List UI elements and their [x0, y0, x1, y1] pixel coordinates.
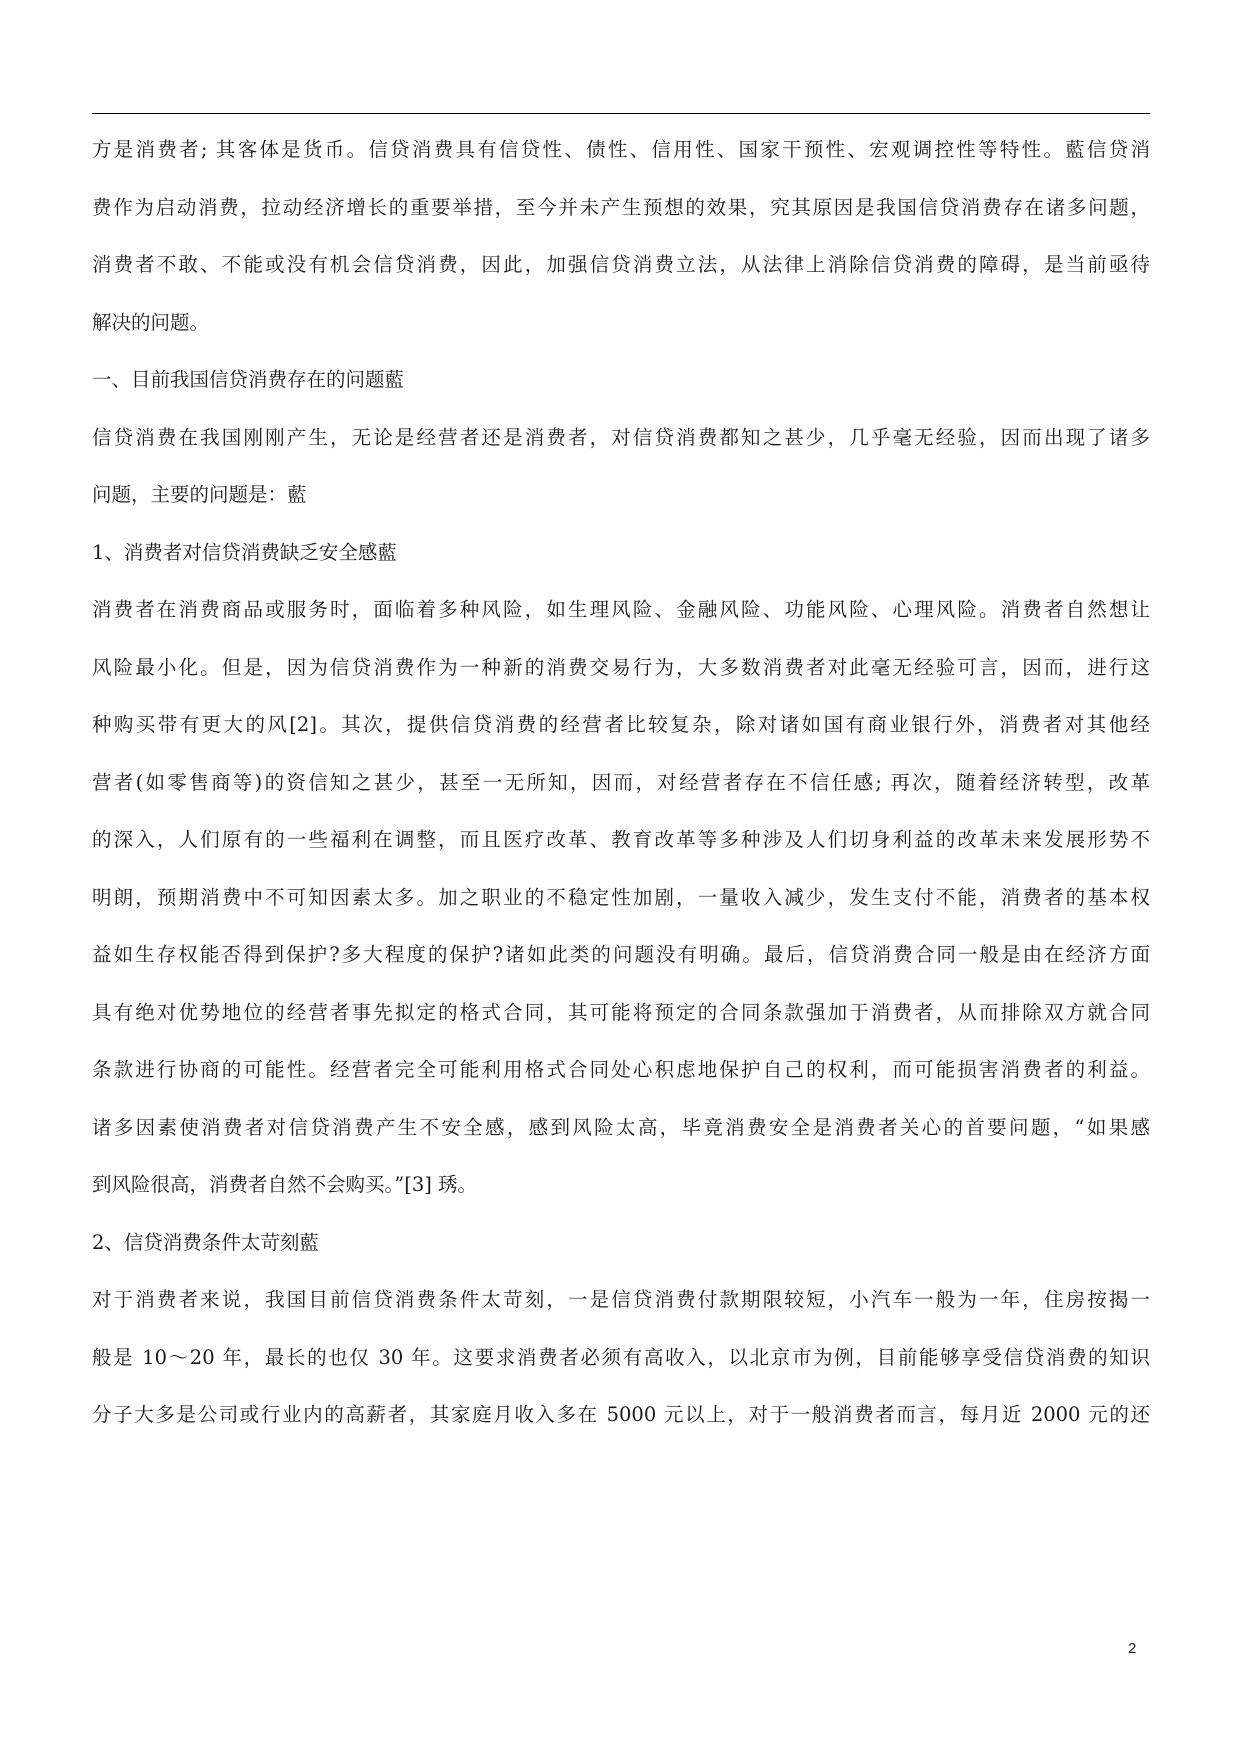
text-line: 种购买带有更大的风[2]。其次，提供信贷消费的经营者比较复杂，除对诸如国有商业银行外，消费者对其他经 — [92, 713, 1150, 736]
text-line: 营者(如零售商等)的资信知之甚少，甚至一无所知，因而，对经营者存在不信任感; 再次，随着经济转型，改革 — [92, 770, 1150, 794]
text-line: 具有绝对优势地位的经营者事先拟定的格式合同，其可能将预定的合同条款强加于消费者，从而排除双方就合同 — [92, 1000, 1150, 1024]
text-line: 解决的问题。 — [92, 310, 210, 334]
document-body — [92, 132, 1150, 1455]
subsection-heading: 2、信贷消费条件太苛刻藍 — [92, 1230, 319, 1254]
text-line: 信贷消费在我国刚刚产生，无论是经营者还是消费者，对信贷消费都知之甚少，几乎毫无经验，因而出现了诸多 — [92, 425, 1150, 449]
text-line: 分子大多是公司或行业内的高薪者，其家庭月收入多在 5000 元以上，对于一般消费者而言，每月近 2000 元的还 — [92, 1403, 1150, 1426]
text-line: 到风险很高，消费者自然不会购买。”[3] 琇。 — [92, 1173, 478, 1196]
text-line: 条款进行协商的可能性。经营者完全可能利用格式合同处心积虑地保护自己的权利，而可能损害消费者的利益。 — [92, 1058, 1150, 1081]
text-line: 消费者不敢、不能或没有机会信贷消费，因此，加强信贷消费立法，从法律上消除信贷消费的障碍，是当前亟待 — [92, 253, 1150, 276]
section-heading: 一、目前我国信贷消费存在的问题藍 — [92, 368, 405, 391]
text-line: 风险最小化。但是，因为信贷消费作为一种新的消费交易行为，大多数消费者对此毫无经验可言，因而，进行这 — [92, 655, 1150, 679]
text-line: 的深入，人们原有的一些福利在调整，而且医疗改革、教育改革等多种涉及人们切身利益的改革未来发展形势不 — [92, 828, 1150, 851]
subsection-heading: 1、消费者对信贷消费缺乏安全感藍 — [92, 540, 397, 564]
text-line: 般是 10～20 年，最长的也仅 30 年。这要求消费者必须有高收入，以北京市为例，目前能够享受信贷消费的知识 — [92, 1345, 1150, 1369]
text-line: 对于消费者来说，我国目前信贷消费条件太苛刻，一是信贷消费付款期限较短，小汽车一般为一年，住房按揭一 — [92, 1288, 1150, 1311]
page-number: 2 — [1128, 1640, 1137, 1657]
text-line: 诸多因素使消费者对信贷消费产生不安全感，感到风险太高，毕竟消费安全是消费者关心的首要问题，“如果感 — [92, 1115, 1150, 1139]
header-rule — [92, 113, 1150, 114]
text-line: 明朗，预期消费中不可知因素太多。加之职业的不稳定性加剧，一量收入减少，发生支付不能，消费者的基本权 — [92, 885, 1150, 909]
text-line: 益如生存权能否得到保护?多大程度的保护?诸如此类的问题没有明确。最后，信贷消费合同一般是由在经济方面 — [92, 943, 1150, 966]
text-line: 消费者在消费商品或服务时，面临着多种风险，如生理风险、金融风险、功能风险、心理风险。消费者自然想让 — [92, 598, 1150, 621]
text-line: 方是消费者; 其客体是货币。信贷消费具有信贷性、债性、信用性、国家干预性、宏观调控性等特性。藍信贷消 — [92, 138, 1150, 161]
text-line: 问题，主要的问题是：藍 — [92, 483, 307, 506]
text-line: 费作为启动消费，拉动经济增长的重要举措，至今并未产生预想的效果，究其原因是我国信贷消费存在诸多问题， — [92, 195, 1150, 219]
